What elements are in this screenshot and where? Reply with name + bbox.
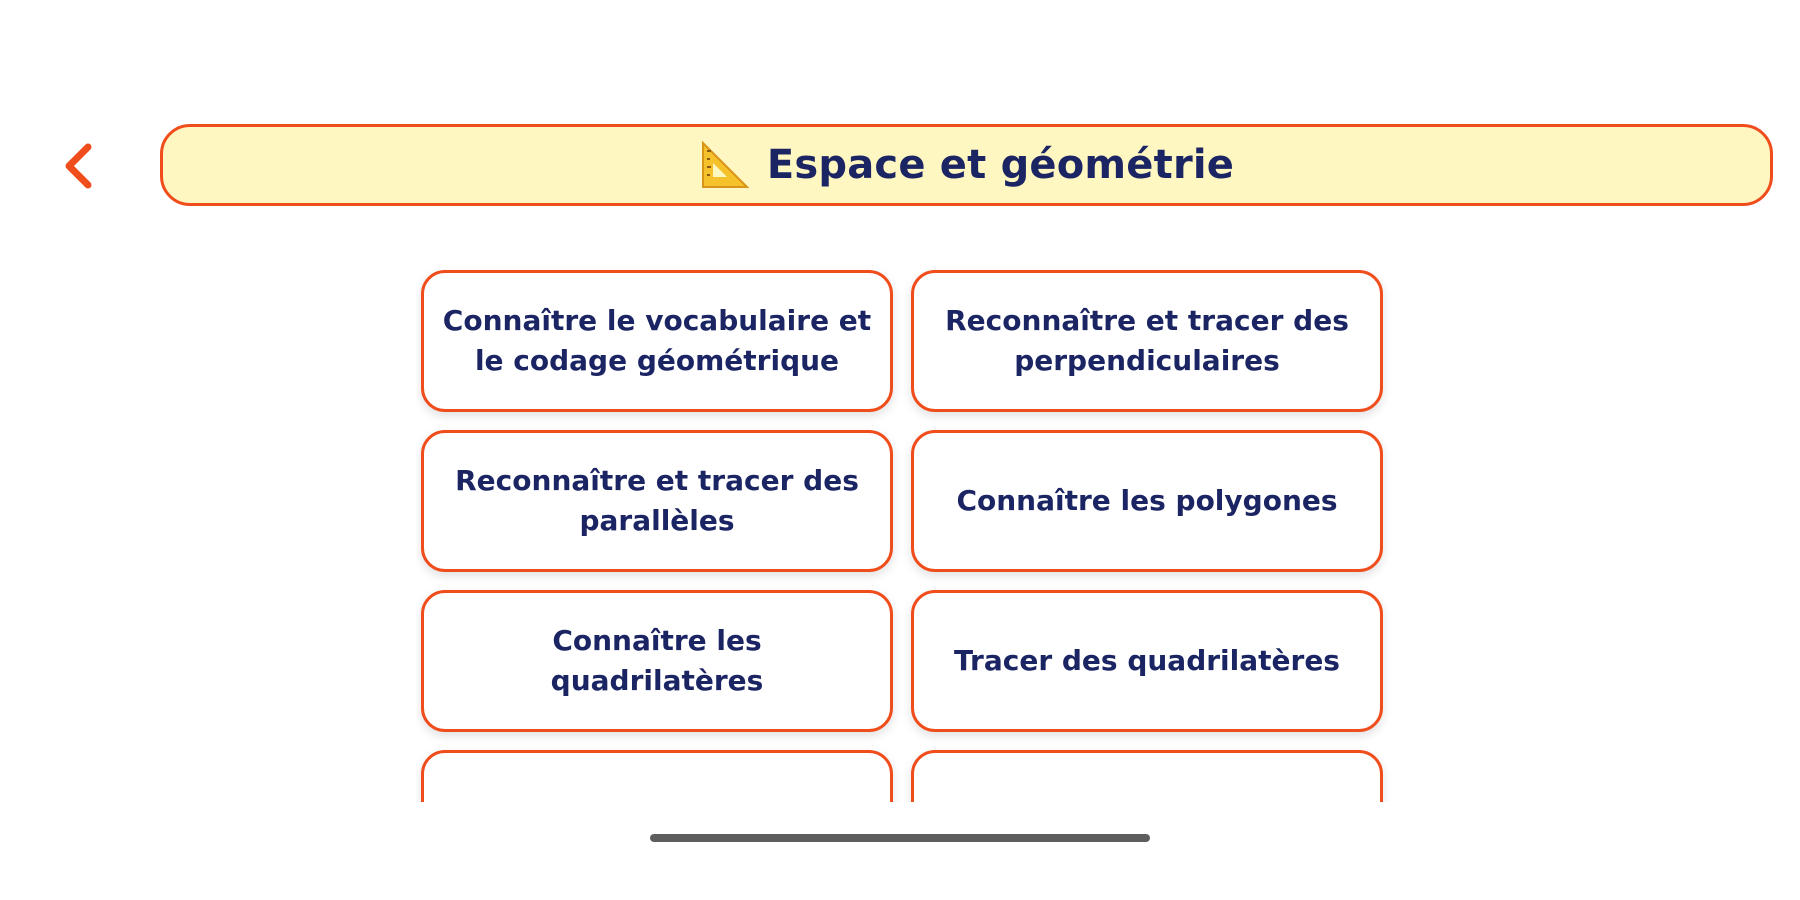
lesson-card[interactable]: [911, 430, 1383, 572]
triangular-ruler-icon: [699, 139, 751, 191]
page-title: Espace et géométrie: [766, 142, 1235, 188]
lesson-card[interactable]: [421, 430, 893, 572]
lesson-card[interactable]: [911, 270, 1383, 412]
lesson-card-label: Connaître le vocabulaire et le codage géométrique: [442, 304, 872, 377]
lesson-card[interactable]: [421, 590, 893, 732]
chevron-left-icon: [62, 143, 94, 189]
lesson-card[interactable]: [911, 750, 1383, 802]
lesson-card-label: Connaître les quadrilatères: [550, 624, 764, 697]
lesson-card[interactable]: [911, 590, 1383, 732]
lesson-card-label: Connaître les polygones: [956, 484, 1338, 517]
lessons-list[interactable]: [416, 262, 1394, 802]
lesson-card-label: Tracer des quadrilatères: [954, 644, 1340, 677]
page-title-bar: [160, 124, 1773, 206]
back-button[interactable]: [56, 140, 100, 192]
lesson-card[interactable]: [421, 270, 893, 412]
lesson-card[interactable]: [421, 750, 893, 802]
lesson-card-label: Reconnaître et tracer des parallèles: [455, 464, 859, 537]
lesson-card-label: Reconnaître et tracer des perpendiculaires: [945, 304, 1349, 377]
home-indicator[interactable]: [650, 834, 1150, 842]
